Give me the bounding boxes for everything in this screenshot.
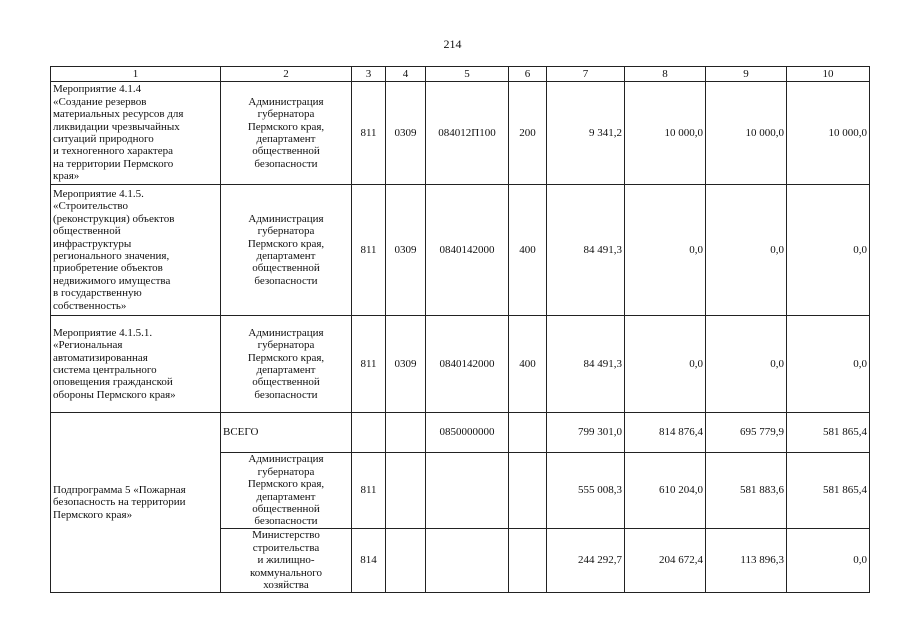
target-article-code: 084012П100 (426, 82, 509, 185)
amount-col10: 10 000,0 (787, 82, 870, 185)
column-header: 2 (221, 67, 352, 82)
amount-col10: 581 865,4 (787, 413, 870, 453)
administrator-name: Министерство строительства и жилищно- коммунального хозяйства (250, 529, 322, 592)
page-number: 214 (443, 37, 462, 51)
amount-col10: 0,0 (787, 185, 870, 316)
amount-col10: 0,0 (787, 316, 870, 413)
expense-type-code: 200 (509, 82, 547, 185)
column-header: 4 (386, 67, 426, 82)
budget-table (50, 66, 870, 593)
column-header: 7 (547, 67, 625, 82)
amount-col8: 814 876,4 (625, 413, 706, 453)
grbs-code: 811 (352, 82, 386, 185)
target-article-code: 0850000000 (426, 413, 509, 453)
column-header: 3 (352, 67, 386, 82)
amount-col7: 84 491,3 (547, 316, 625, 413)
section-code: 0309 (386, 316, 426, 413)
administrator-name: Администрация губернатора Пермского края, департамент общественной безопасности (247, 453, 325, 528)
amount-col10: 0,0 (787, 529, 870, 593)
grbs-code: 811 (352, 316, 386, 413)
amount-col8: 610 204,0 (625, 453, 706, 529)
measure-description: Мероприятие 4.1.5. «Строительство (реконструкция) объектов общественной инфраструктуры регионального значения, приобретение объектов недвижимого имущества в государственную собственность» (53, 187, 175, 312)
expense-type-code: 400 (509, 185, 547, 316)
amount-col9: 10 000,0 (706, 82, 787, 185)
administrator-name: Администрация губернатора Пермского края, департамент общественной безопасности (247, 95, 325, 170)
subprogram-description: Подпрограмма 5 «Пожарная безопасность на территории Пермского края» (53, 483, 186, 521)
amount-col7: 84 491,3 (547, 185, 625, 316)
column-header: 8 (625, 67, 706, 82)
section-code: 0309 (386, 82, 426, 185)
amount-col9: 113 896,3 (706, 529, 787, 593)
table-row (51, 316, 870, 413)
section-code: 0309 (386, 185, 426, 316)
column-header: 10 (787, 67, 870, 82)
table-row (51, 82, 870, 185)
amount-col10: 581 865,4 (787, 453, 870, 529)
column-header: 5 (426, 67, 509, 82)
amount-col9: 0,0 (706, 316, 787, 413)
table-row (51, 185, 870, 316)
amount-col8: 10 000,0 (625, 82, 706, 185)
target-article-code: 0840142000 (426, 185, 509, 316)
amount-col9: 695 779,9 (706, 413, 787, 453)
amount-col8: 0,0 (625, 185, 706, 316)
amount-col7: 9 341,2 (547, 82, 625, 185)
header-row (51, 67, 870, 82)
column-header: 6 (509, 67, 547, 82)
total-label: ВСЕГО (221, 413, 352, 453)
column-header: 9 (706, 67, 787, 82)
expense-type-code: 400 (509, 316, 547, 413)
target-article-code: 0840142000 (426, 316, 509, 413)
amount-col8: 204 672,4 (625, 529, 706, 593)
amount-col9: 0,0 (706, 185, 787, 316)
measure-description: Мероприятие 4.1.5.1. «Региональная автоматизированная система центрального оповещения гражданской обороны Пермского края» (53, 326, 176, 401)
amount-col9: 581 883,6 (706, 453, 787, 529)
administrator-name: Администрация губернатора Пермского края, департамент общественной безопасности (247, 326, 325, 401)
amount-col8: 0,0 (625, 316, 706, 413)
administrator-name: Администрация губернатора Пермского края, департамент общественной безопасности (247, 212, 325, 287)
grbs-code: 814 (352, 529, 386, 593)
column-header: 1 (51, 67, 221, 82)
grbs-code: 811 (352, 453, 386, 529)
subprogram-total-row (51, 413, 870, 453)
grbs-code: 811 (352, 185, 386, 316)
measure-description: Мероприятие 4.1.4 «Создание резервов материальных ресурсов для ликвидации чрезвычайных ситуаций природного и техногенного характера на территории Пермского края» (53, 83, 184, 183)
amount-col7: 799 301,0 (547, 413, 625, 453)
amount-col7: 555 008,3 (547, 453, 625, 529)
amount-col7: 244 292,7 (547, 529, 625, 593)
